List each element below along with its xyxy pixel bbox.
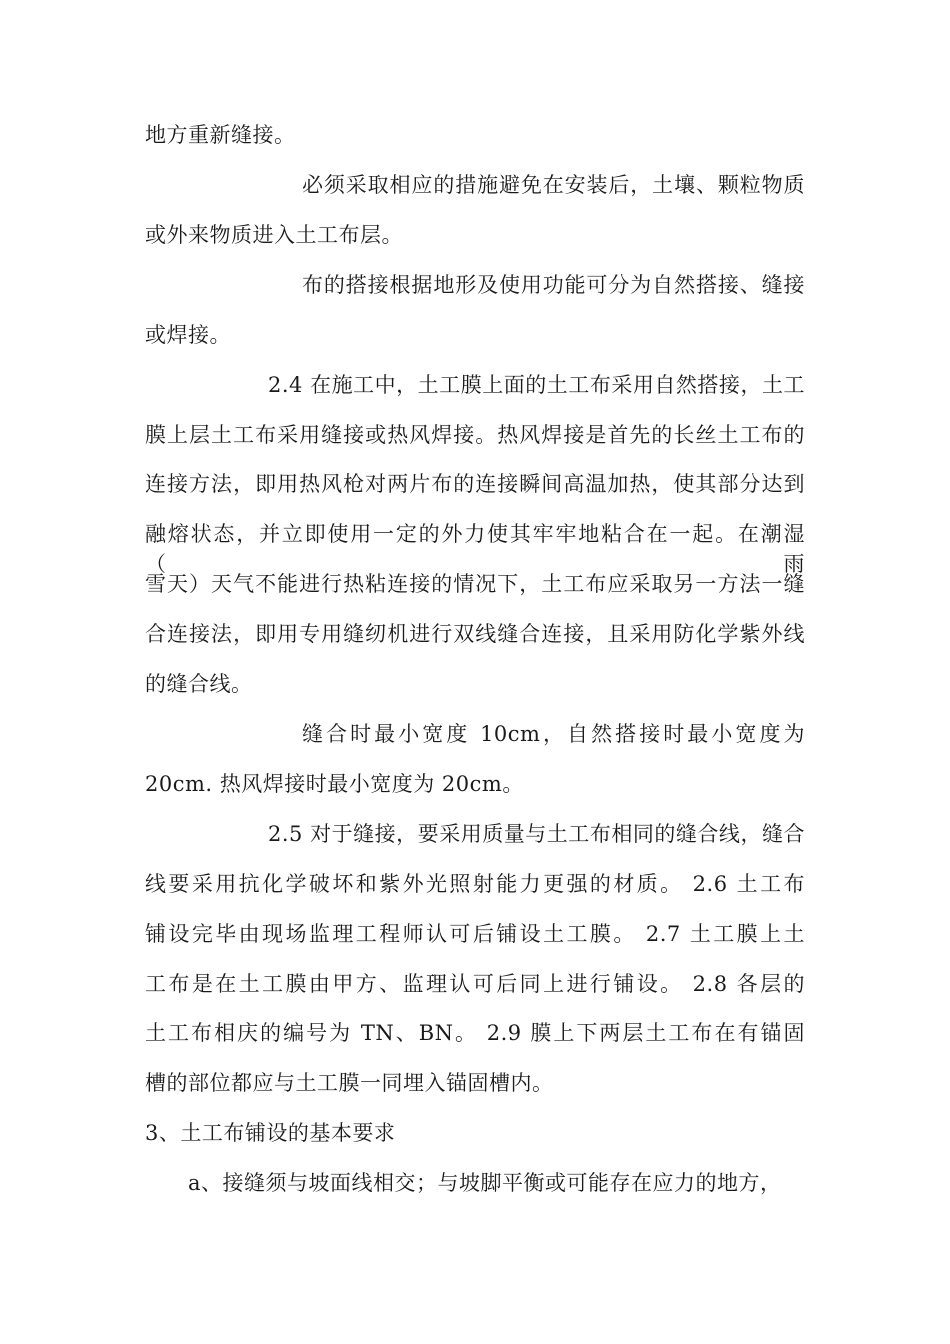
text-line: 融熔状态，并立即使用一定的外力使其牢牢地粘合在一起。在潮湿（雨 xyxy=(145,522,805,576)
text-line: 线要采用抗化学破坏和紫外光照射能力更强的材质。 2.6 土工布 xyxy=(145,872,805,896)
text-line: 工布是在土工膜由甲方、监理认可后同上进行铺设。 2.8 各层的 xyxy=(145,972,805,996)
text-line: 或外来物质进入土工布层。 xyxy=(145,223,403,247)
text-line: 地方重新缝接。 xyxy=(145,123,296,147)
text-line: 2.5 对于缝接，要采用质量与土工布相同的缝合线，缝合 xyxy=(268,822,805,846)
section-heading: 3、土工布铺设的基本要求 xyxy=(145,1121,396,1145)
text-line: 连接方法，即用热风枪对两片布的连接瞬间高温加热，使其部分达到 xyxy=(145,472,805,496)
text-line: a、接缝须与坡面线相交；与坡脚平衡或可能存在应力的地方， xyxy=(188,1171,782,1195)
text-line: 2.4 在施工中，土工膜上面的土工布采用自然搭接，土工 xyxy=(268,373,805,397)
text-line: 膜上层土工布采用缝接或热风焊接。热风焊接是首先的长丝土工布的 xyxy=(145,423,805,447)
text-line: 或焊接。 xyxy=(145,323,231,347)
text-line: 槽的部位都应与土工膜一同埋入锚固槽内。 xyxy=(145,1071,554,1095)
text-line: 的缝合线。 xyxy=(145,672,253,696)
text-line: 20cm. 热风焊接时最小宽度为 20cm。 xyxy=(145,772,524,796)
text-line: 缝合时最小宽度 10cm，自然搭接时最小宽度为 xyxy=(302,722,805,746)
text-line: 必须采取相应的措施避免在安装后，土壤、颗粒物质 xyxy=(302,173,805,197)
text-line: 铺设完毕由现场监理工程师认可后铺设土工膜。 2.7 土工膜上土 xyxy=(145,922,805,946)
text-line: 土工布相庆的编号为 TN、BN。 2.9 膜上下两层土工布在有锚固 xyxy=(145,1021,805,1045)
text-line: 布的搭接根据地形及使用功能可分为自然搭接、缝接 xyxy=(302,273,805,297)
text-line: 合连接法，即用专用缝纫机进行双线缝合连接，且采用防化学紫外线 xyxy=(145,622,805,646)
text-line: 雪天）天气不能进行热粘连接的情况下，土工布应采取另一方法一缝 xyxy=(145,572,805,596)
